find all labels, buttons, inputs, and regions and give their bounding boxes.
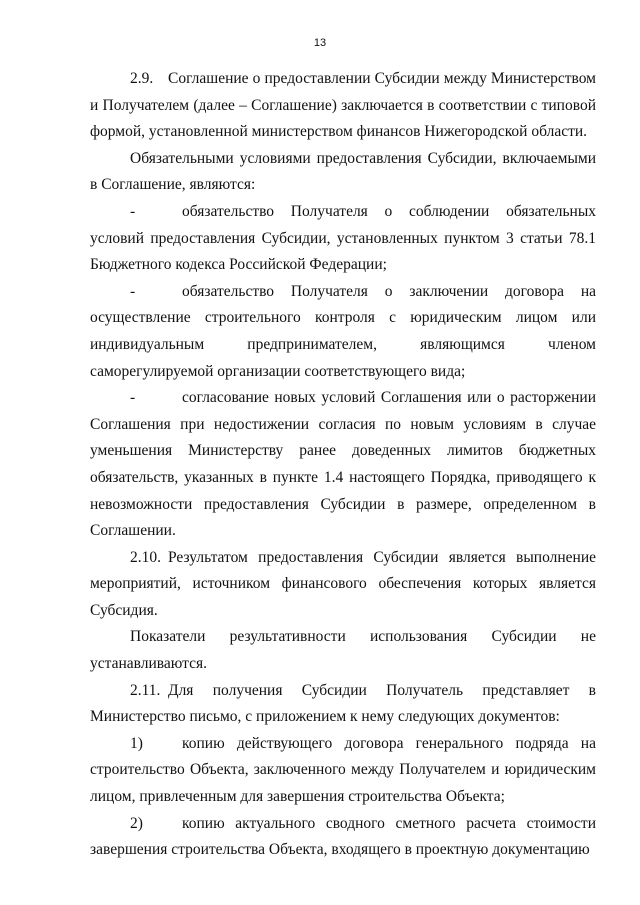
- clause-number: 2.10.: [130, 548, 161, 566]
- paragraph-text: Для получения Субсидии Получатель представляет в Министерство письмо, с приложением к нему следующих документов:: [90, 681, 596, 726]
- paragraph-text: обязательство Получателя о соблюдении обязательных условий предоставления Субсидии, установленных пунктом 3 статьи 78.1 Бюджетного кодекса Российской Федерации;: [90, 202, 596, 274]
- list-dash: -: [130, 202, 136, 220]
- paragraph-2-10: [90, 545, 596, 625]
- paragraph-2-11: [90, 678, 596, 731]
- sub-item-number: 2): [130, 814, 143, 832]
- list-item: [90, 731, 596, 811]
- paragraph-text: копию актуального сводного сметного расчета стоимости завершения строительства Объекта, входящего в проектную документацию: [90, 814, 596, 859]
- list-item: [90, 199, 596, 279]
- list-item: [90, 385, 596, 545]
- page-number: 13: [313, 37, 327, 49]
- clause-number: 2.11.: [130, 681, 161, 699]
- paragraph-text: согласование новых условий Соглашения или о расторжении Соглашения при недостижении согласия по новым условиям в случае уменьшения Министерству ранее доведенных лимитов бюджетных обязательств, указанных в пункте 1.4 настоящего Порядка, приводящего к невозможности предоставления Субсидии в размере, определенном в Соглашении.: [90, 389, 596, 540]
- paragraph-text: копию действующего договора генерального подряда на строительство Объекта, заключенного между Получателем и юридическим лицом, привлеченным для завершения строительства Объекта;: [90, 734, 596, 806]
- paragraph-indicators: [90, 624, 596, 677]
- clause-number: 2.9.: [130, 70, 154, 87]
- paragraph-text: Соглашение о предоставлении Субсидии между Министерством и Получателем (далее – Соглашение) заключается в соответствии с типовой формой, установленной министерством финансов Нижегородской области.: [90, 70, 596, 141]
- paragraph-text: Обязательными условиями предоставления Субсидии, включаемыми в Соглашение, являются:: [90, 149, 596, 194]
- paragraph-text: обязательство Получателя о заключении договора на осуществление строительного контроля с юридическим лицом или индивидуальным предпринимателем, являющимся членом саморегулируемой организации соответствующего вида;: [90, 282, 596, 380]
- list-dash: -: [130, 389, 136, 407]
- paragraph-text: Результатом предоставления Субсидии является выполнение мероприятий, источником финансового обеспечения которых является Субсидия.: [90, 548, 596, 619]
- paragraph-2-9: [90, 66, 596, 146]
- paragraph-conditions-intro: [90, 146, 596, 199]
- document-body: [90, 66, 596, 864]
- list-item: [90, 279, 596, 385]
- paragraph-text: Показатели результативности использования Субсидии не устанавливаются.: [90, 628, 596, 673]
- sub-item-number: 1): [130, 734, 143, 752]
- list-item: [90, 811, 596, 864]
- list-dash: -: [130, 282, 136, 300]
